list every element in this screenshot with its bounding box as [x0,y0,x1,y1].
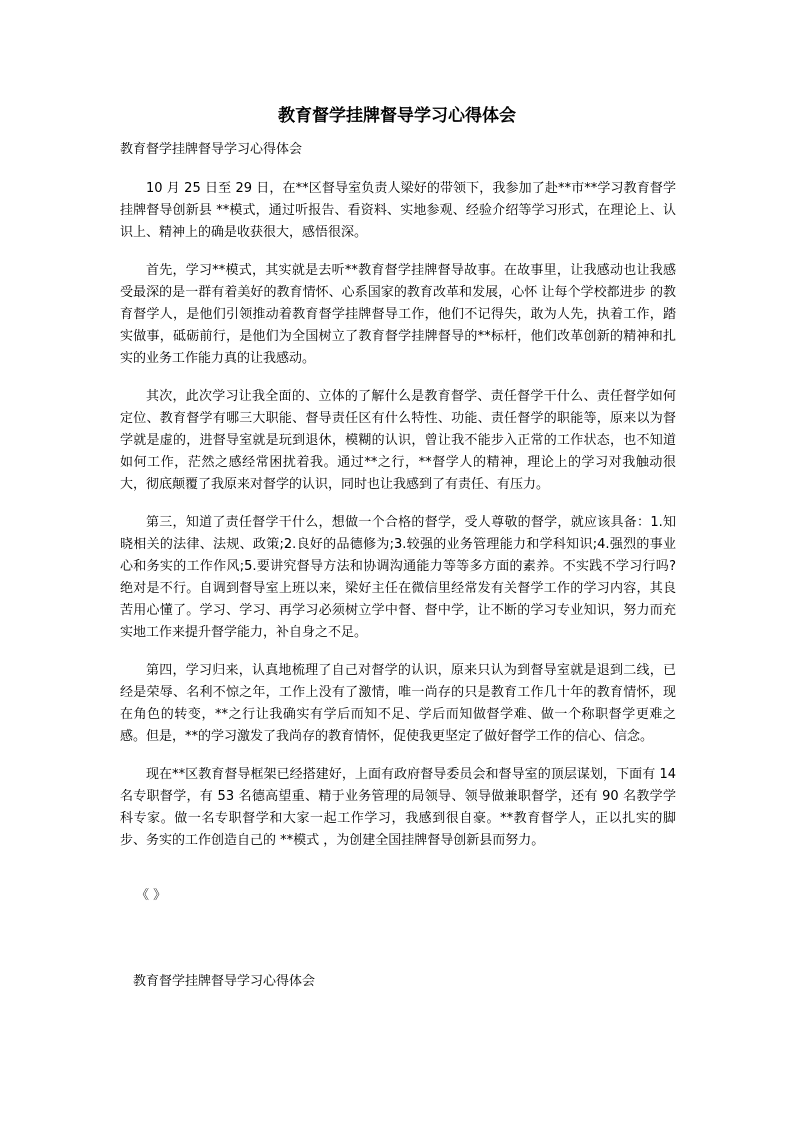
angle-brackets: 《 》 [136,888,167,903]
paragraph-1: 10 月 25 日至 29 日，在**区督导室负责人梁好的带领下，我参加了赴**市**学习教育督学挂牌督导创新县 **模式，通过听报告、看资料、实地参观、经验介绍等学习形式，在理论上、认识上、精神上的确是收获很大，感悟很深。 [120,181,676,240]
document-title: 教育督学挂牌督导学习心得体会 [278,106,516,126]
paragraph-3: 其次，此次学习让我全面的、立体的了解什么是教育督学、责任督学干什么、责任督学如何定位、教育督学有哪三大职能、督导责任区有什么特性、功能、责任督学的职能等，原来以为督学就是虚的，进督导室就是玩到退休，模糊的认识，曾让我不能步入正常的工作状态，也不知道如何工作，茫然之感经常困扰着我。通过**之行，**督学人的精神，理论上的学习对我触动很大，彻底颠覆了我原来对督学的认识，同时也让我感到了有责任、有压力。 [120,389,676,492]
document-footer: 教育督学挂牌督导学习心得体会 [133,974,316,989]
paragraph-5: 第四，学习归来，认真地梳理了自己对督学的认识，原来只认为到督导室就是退到二线，已经是荣辱、名利不惊之年，工作上没有了激情，唯一尚存的只是教育工作几十年的教育情怀，现在角色的转变，**之行让我确实有学后而知不足、学后而知做督学难、做一个称职督学更难之感。但是，**的学习激发了我尚存的教育情怀，促使我更坚定了做好督学工作的信心、信念。 [120,663,676,744]
paragraph-6: 现在**区教育督导框架已经搭建好，上面有政府督导委员会和督导室的顶层谋划，下面有 14 名专职督学，有 53 名德高望重、精于业务管理的局领导、领导做兼职督学，还有 90 名教学学科专家。做一名专职督学和大家一起工作学习，我感到很自豪。**教育督学人，正以扎实的脚步、务实的工作创造自己的 **模式 ，为创建全国挂牌督导创新县而努力。 [120,767,676,848]
document-subtitle: 教育督学挂牌督导学习心得体会 [120,142,303,157]
paragraph-4: 第三，知道了责任督学干什么，想做一个合格的督学，受人尊敬的督学，就应该具备：1.知晓相关的法律、法规、政策;2.良好的品德修为;3.较强的业务管理能力和学科知识;4.强烈的事业心和务实的工作作风;5.要讲究督导方法和协调沟通能力等等多方面的素养。不实践不学习行吗?绝对是不行。自调到督导室上班以来，梁好主任在微信里经常发有关督学工作的学习内容，其良苦用心懂了。学习、学习、再学习必须树立学中督、督中学，让不断的学习专业知识，努力而充实地工作来提升督学能力，补自身之不足。 [120,515,676,640]
document-body [120,178,676,868]
paragraph-2: 首先，学习**模式，其实就是去听**教育督学挂牌督导故事。在故事里，让我感动也让我感受最深的是一群有着美好的教育情怀、心系国家的教育改革和发展，心怀 让每个学校都进步 的教育督学人，是他们引领推动着教育督学挂牌督导工作，他们不记得失，敢为人先，执着工作，踏实做事，砥砺前行，是他们为全国树立了教育督学挂牌督导的**标杆，他们改革创新的精神和扎实的业务工作能力真的让我感动。 [120,263,676,366]
